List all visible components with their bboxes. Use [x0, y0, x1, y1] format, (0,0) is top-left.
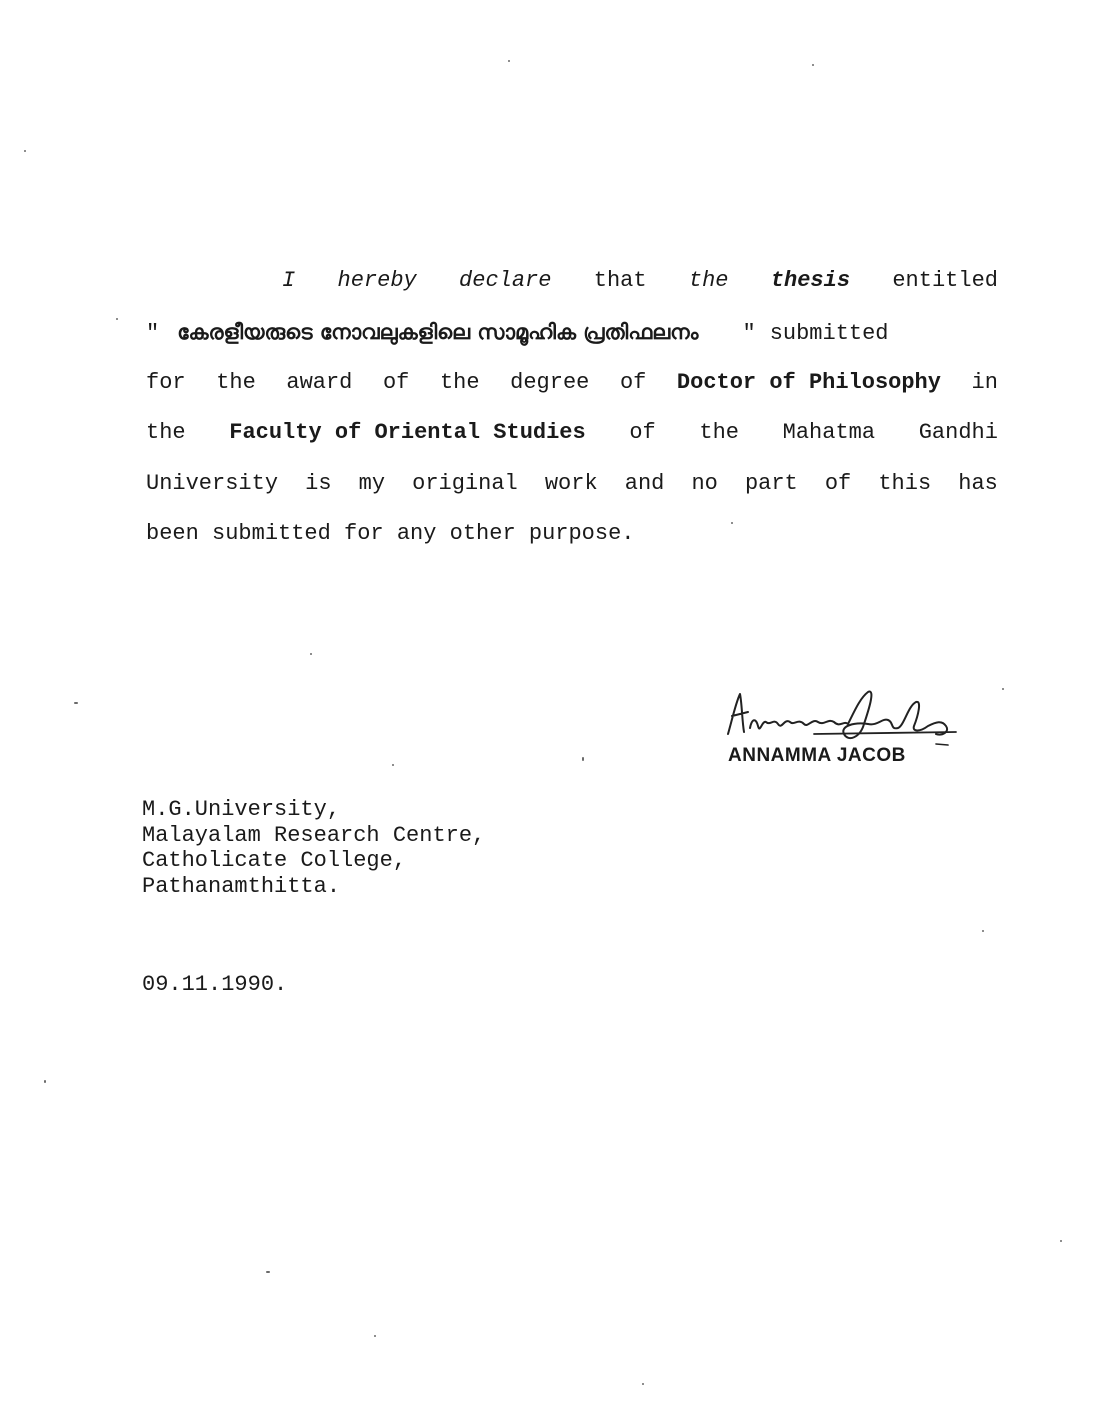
- malayalam-thesis-title: കേരളീയരുടെ നോവലുകളിലെ സാമൂഹിക പ്രതിഫലനം: [177, 320, 699, 344]
- degree-name: Doctor of Philosophy: [676, 370, 941, 395]
- word: University: [146, 471, 279, 496]
- word: of: [629, 420, 656, 445]
- word: of: [382, 370, 410, 395]
- word: is: [305, 471, 332, 496]
- signature-scrawl: [718, 682, 978, 752]
- declaration-line-4: [146, 420, 998, 446]
- address-line: Pathanamthitta.: [142, 873, 341, 899]
- word: Gandhi: [918, 420, 998, 445]
- address-line: Malayalam Research Centre,: [142, 822, 486, 848]
- word: award: [286, 370, 353, 395]
- word: the: [146, 420, 186, 445]
- closing-line: been submitted for any other purpose.: [146, 521, 635, 546]
- signer-name: ANNAMMA JACOB: [728, 745, 906, 766]
- address-line: Catholicate College,: [142, 848, 407, 873]
- word: declare: [459, 268, 552, 293]
- word: of: [824, 471, 852, 496]
- word: the: [688, 268, 729, 293]
- word: the: [439, 370, 480, 395]
- word: hereby: [337, 268, 417, 293]
- word: and: [624, 471, 665, 496]
- word: part: [744, 471, 798, 496]
- word: the: [699, 420, 740, 445]
- word: I: [282, 268, 296, 293]
- signature: [718, 682, 978, 782]
- word-thesis: thesis: [770, 268, 851, 293]
- word: my: [358, 471, 386, 496]
- declaration-line-6: [146, 521, 998, 547]
- address-line: M.G.University,: [142, 797, 341, 822]
- declaration-line-5: [146, 471, 998, 497]
- word: degree: [510, 370, 590, 395]
- word: in: [971, 370, 998, 395]
- close-quote: ": [742, 321, 756, 346]
- word: that: [593, 268, 647, 293]
- word: of: [619, 370, 647, 395]
- word: the: [216, 370, 256, 395]
- declaration-line-3: [146, 370, 998, 396]
- document-date: 09.11.1990.: [142, 972, 288, 997]
- address-block: [142, 797, 485, 899]
- word: for: [146, 370, 186, 395]
- declaration-line-1: [282, 268, 998, 294]
- word: entitled: [892, 268, 998, 293]
- word: no: [691, 471, 718, 496]
- word: this: [878, 471, 932, 496]
- word: has: [958, 471, 998, 496]
- word: Mahatma: [782, 420, 876, 445]
- word: work: [544, 471, 598, 496]
- faculty-name: Faculty of Oriental Studies: [229, 420, 586, 445]
- open-quote: ": [146, 321, 160, 346]
- word-submitted: submitted: [769, 321, 889, 346]
- declaration-line-2: [146, 319, 998, 347]
- word: original: [412, 471, 518, 496]
